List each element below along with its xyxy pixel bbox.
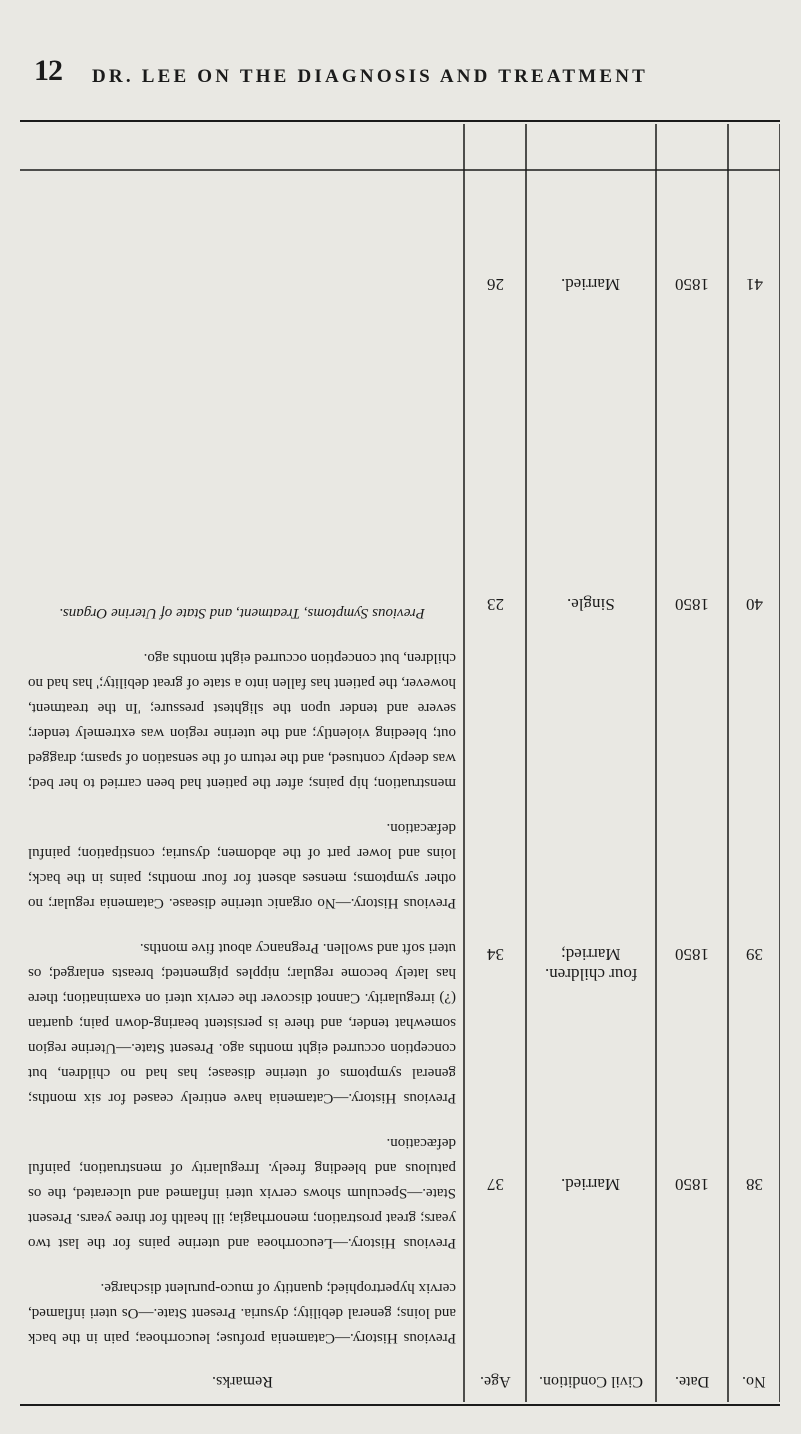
row-civil: Married. [561,275,621,294]
row-date: 1850 [675,595,709,614]
row-age: 34 [486,945,504,964]
row-no: 40 [745,595,763,614]
remarks-text: Previous History.—Catamenia profuse; leucorrhoea; pain in the back and loins; general debility; dysuria. Present State.—Os uteri inflamed, cervix hypertrophied; quantity of muco-purulent discharge. [28,1280,456,1346]
case-table [20,124,780,1402]
body-text: Previous History.—No organic uterine disease. Catamenia regular; no other symptoms; menses absent for four months; pains in the back; loins and lower part of the abdomen; dysuria; constipation; painful defæcation. [28,820,456,911]
table-row [464,1174,780,1354]
remarks-text: Previous History.—Leucorrhoea and uterine pains for the last two years; great prostration; menorrhagia; ill health for three years. Present State.—Speculum shows cervix uteri inflamed and ulcerated, the os patulous and bleeding freely. Irregularity of menstruation; painful defæcation. [28,1135,456,1251]
row-no: 38 [745,1175,763,1194]
bottom-rule [20,1404,780,1406]
row-civil: Married; [561,945,621,964]
body-text: menstruation; hip pains; after the patient had been carried to her bed; was deeply contused, and the return of the sensation of spasm; dragged out; bleeding violently; and the uterine region was extremely tender; severe and tender upon the slightest pressure; 'In the treatment, however, the patient has fallen into a state of great debility;' has had no children, but conception occurred eight months ago. [28,650,456,791]
table-row [464,944,780,1124]
row-no: 41 [745,275,763,294]
header-age: Age. [479,1373,511,1390]
row-date: 1850 [675,275,709,294]
remarks-text: Previous History.—Catamenia have entirely ceased for six months; general symptoms of uterine disease; has had no children, but conception occurred eight months ago. Present State.—Uterine region somewhat tender, and there is persistent bearing-down pain; quartan (?) irregularity. Cannot discover the cervix uteri on examination; there has lately become regular; nipples pigmented; breasts enlarged; os uteri soft and swollen. Pregnancy about five months. [28,940,456,1106]
running-head: DR. LEE ON THE DIAGNOSIS AND TREATMENT [92,66,649,87]
page-header [0,0,801,100]
table-row [464,594,780,774]
header-civil: Civil Condition. [538,1373,643,1390]
row-age: 26 [486,275,504,294]
remarks-text: Previous Symptoms, Treatment, and State of Uterine Organs. [59,605,425,621]
header-remarks: Remarks. [211,1373,273,1390]
row-date: 1850 [675,1175,709,1194]
page-number: 12 [34,54,62,87]
row-date: 1850 [675,945,709,964]
top-rule [20,120,780,122]
row-civil: Married. [561,1175,621,1194]
header-date: Date. [674,1373,710,1390]
row-civil-2: four children. [544,965,638,984]
row-no: 39 [745,945,763,964]
row-age: 37 [486,1175,504,1194]
row-civil: Single. [567,595,615,614]
remarks-block [28,144,456,1350]
row-age: 23 [486,595,504,614]
table-row [464,274,780,454]
header-no: No. [742,1373,766,1390]
